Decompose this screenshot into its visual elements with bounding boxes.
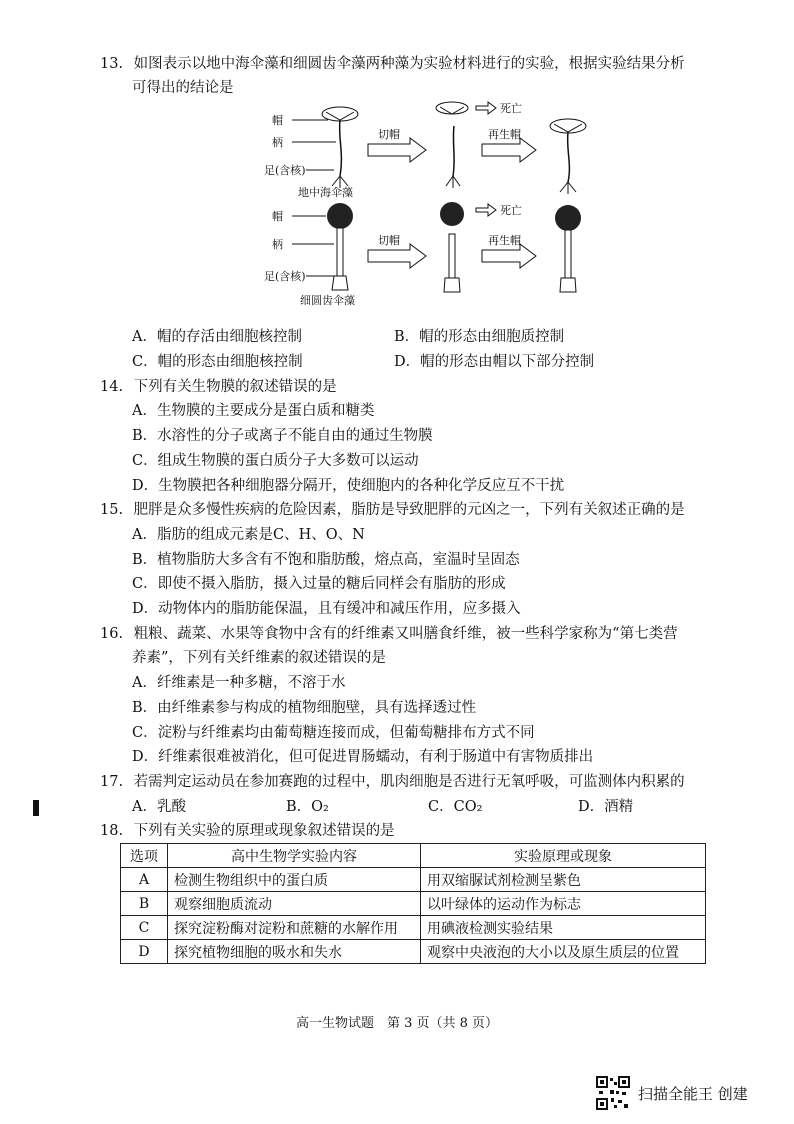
header-principle: 实验原理或现象 bbox=[421, 844, 706, 868]
table-row bbox=[121, 892, 706, 916]
q15-text: 肥胖是众多慢性疾病的危险因素，脂肪是导致肥胖的元凶之一，下列有关叙述正确的是 bbox=[133, 502, 685, 518]
q13-option-a: A．帽的存活由细胞核控制 bbox=[132, 329, 302, 345]
table-header-row bbox=[121, 844, 706, 868]
algae-figure bbox=[250, 98, 620, 310]
q17-option-a: A．乳酸 bbox=[132, 799, 186, 815]
label-foot-bottom: 足(含核) bbox=[264, 270, 306, 283]
q15-option-a: A．脂肪的组成元素是C、H、O、N bbox=[132, 527, 365, 543]
label-stalk-top: 柄 bbox=[272, 136, 283, 149]
qr-code-icon bbox=[596, 1076, 630, 1110]
q16-option-c: C．淀粉与纤维素均由葡萄糖连接而成，但葡萄糖排布方式不同 bbox=[132, 725, 535, 741]
row-b-option: B bbox=[121, 892, 168, 916]
death-label-bottom: 死亡 bbox=[500, 204, 522, 217]
q15-stem bbox=[100, 498, 685, 522]
label-stalk-bottom: 柄 bbox=[272, 238, 283, 251]
q16-stem-line2: 养素”，下列有关纤维素的叙述错误的是 bbox=[132, 650, 386, 666]
row-a-principle: 用双缩脲试剂检测呈紫色 bbox=[421, 868, 706, 892]
scanner-watermark bbox=[596, 1076, 748, 1110]
table-row bbox=[121, 868, 706, 892]
species-top: 地中海伞藻 bbox=[298, 186, 353, 199]
q17-option-b: B．O₂ bbox=[286, 799, 329, 815]
header-option: 选项 bbox=[121, 844, 168, 868]
margin-mark bbox=[33, 800, 39, 816]
q14-stem bbox=[100, 375, 337, 399]
q13-option-d: D．帽的形态由帽以下部分控制 bbox=[394, 354, 595, 370]
experiment-table bbox=[120, 843, 706, 964]
row-c-content: 探究淀粉酶对淀粉和蔗糖的水解作用 bbox=[168, 916, 421, 940]
row-b-content: 观察细胞质流动 bbox=[168, 892, 421, 916]
page-footer: 高一生物试题 第 3 页（共 8 页） bbox=[295, 1016, 499, 1031]
q17-number: 17. bbox=[100, 774, 124, 790]
row-a-option: A bbox=[121, 868, 168, 892]
row-b-principle: 以叶绿体的运动作为标志 bbox=[421, 892, 706, 916]
row-c-option: C bbox=[121, 916, 168, 940]
q16-stem-line1 bbox=[100, 622, 678, 646]
q14-number: 14. bbox=[100, 379, 124, 395]
q14-option-c: C．组成生物膜的蛋白质分子大多数可以运动 bbox=[132, 453, 419, 469]
q17-option-c: C．CO₂ bbox=[428, 799, 483, 815]
row-d-principle: 观察中央液泡的大小以及原生质层的位置 bbox=[421, 940, 706, 964]
watermark-text: 扫描全能王 创建 bbox=[638, 1084, 748, 1103]
q16-text1: 粗粮、蔬菜、水果等食物中含有的纤维素又叫膳食纤维，被一些科学家称为“第七类营 bbox=[133, 626, 678, 642]
label-cap-bottom: 帽 bbox=[272, 210, 283, 223]
q14-option-a: A．生物膜的主要成分是蛋白质和糖类 bbox=[132, 403, 375, 419]
table-row bbox=[121, 940, 706, 964]
q15-option-b: B．植物脂肪大多含有不饱和脂肪酸，熔点高，室温时呈固态 bbox=[132, 552, 520, 568]
q13-stem-line1 bbox=[100, 52, 685, 76]
row-c-principle: 用碘液检测实验结果 bbox=[421, 916, 706, 940]
regen-label-top: 再生帽 bbox=[488, 128, 521, 141]
regen-label-bottom: 再生帽 bbox=[488, 234, 521, 247]
q18-text: 下列有关实验的原理或现象叙述错误的是 bbox=[133, 823, 395, 839]
table-row bbox=[121, 916, 706, 940]
row-a-content: 检测生物组织中的蛋白质 bbox=[168, 868, 421, 892]
q18-number: 18. bbox=[100, 823, 124, 839]
row-d-option: D bbox=[121, 940, 168, 964]
q13-option-b: B．帽的形态由细胞质控制 bbox=[394, 329, 565, 345]
q16-option-a: A．纤维素是一种多糖，不溶于水 bbox=[132, 675, 346, 691]
q17-option-d: D．酒精 bbox=[578, 799, 634, 815]
row-d-content: 探究植物细胞的吸水和失水 bbox=[168, 940, 421, 964]
q13-option-c: C．帽的形态由细胞核控制 bbox=[132, 354, 303, 370]
label-foot-top: 足(含核) bbox=[264, 164, 306, 177]
q13-text1: 如图表示以地中海伞藻和细圆齿伞藻两种藻为实验材料进行的实验，根据实验结果分析 bbox=[133, 56, 685, 72]
cut-label-bottom: 切帽 bbox=[378, 234, 400, 247]
q13-number: 13. bbox=[100, 56, 124, 72]
q18-stem bbox=[100, 819, 395, 843]
cut-label-top: 切帽 bbox=[378, 128, 400, 141]
q17-text: 若需判定运动员在参加赛跑的过程中，肌肉细胞是否进行无氧呼吸，可监测体内积累的 bbox=[133, 774, 685, 790]
q16-number: 16. bbox=[100, 626, 124, 642]
species-bottom: 细圆齿伞藻 bbox=[300, 294, 355, 307]
q15-option-d: D．动物体内的脂肪能保温，且有缓冲和减压作用，应多摄入 bbox=[132, 601, 521, 617]
q16-option-b: B．由纤维素参与构成的植物细胞壁，具有选择透过性 bbox=[132, 700, 477, 716]
q16-option-d: D．纤维素很难被消化，但可促进胃肠蠕动，有利于肠道中有害物质排出 bbox=[132, 749, 594, 765]
q17-stem bbox=[100, 770, 685, 794]
death-label-top: 死亡 bbox=[500, 102, 522, 115]
label-cap-top: 帽 bbox=[272, 114, 283, 127]
q15-option-c: C．即使不摄入脂肪，摄入过量的糖后同样会有脂肪的形成 bbox=[132, 576, 506, 592]
q14-text: 下列有关生物膜的叙述错误的是 bbox=[133, 379, 337, 395]
q13-stem-line2: 可得出的结论是 bbox=[132, 80, 234, 96]
q15-number: 15. bbox=[100, 502, 124, 518]
q14-option-b: B．水溶性的分子或离子不能自由的通过生物膜 bbox=[132, 428, 433, 444]
q14-option-d: D．生物膜把各种细胞器分隔开，使细胞内的各种化学反应互不干扰 bbox=[132, 478, 565, 494]
header-content: 高中生物学实验内容 bbox=[168, 844, 421, 868]
